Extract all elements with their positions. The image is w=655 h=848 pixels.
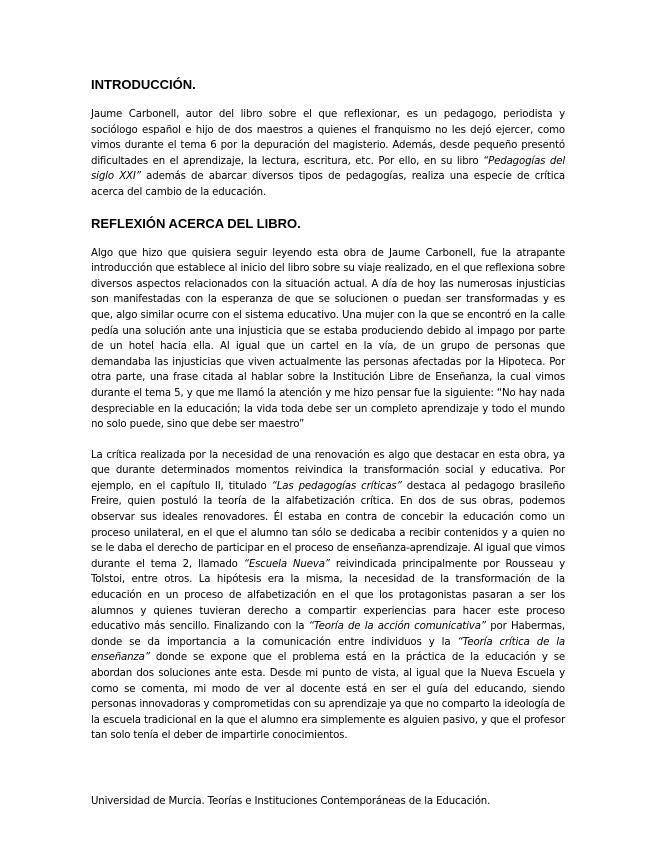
paragraph-text: destaca al pedagogo brasileño Freire, quien postuló la teoría de la alfabetización crítica. En dos de sus obras, podemos observar sus ideales renovadores. Él estaba en contra de concebir la educación como un proceso unilateral, en el que el alumno tan sólo se dedicaba a recibir contenidos y a quien no se le daba el derecho de participar en el proceso de enseñanza-aprendizaje. Al igual que vimos durante el tema 2, llamado xyxy=(91,480,565,570)
italic-title-text: “Teoría de la acción comunicativa” xyxy=(308,621,486,633)
italic-title-text: “Las pedagogías críticas” xyxy=(271,480,402,492)
reflexion-paragraph-1 xyxy=(91,246,565,433)
italic-title-text: “Pedagogías del siglo XXI” xyxy=(91,155,566,183)
paragraph-text: además de abarcar diversos tipos de pedagogías, realiza una especie de crítica acerca del cambio de la educación. xyxy=(91,171,565,198)
paragraph-text: La crítica realizada por la necesidad de una renovación es algo que destacar en esta obra, ya que durante determinados momentos reivindica la transformación social y educativa. Por ejemplo, en el capítulo II, titulado xyxy=(91,449,565,492)
paragraph-text: donde se expone que el problema está en la práctica de la educación y se abordan dos soluciones ante esta. Desde mi punto de vista, al igual que la Nueva Escuela y como se comenta, mi modo de ver al docente está en ser el guía del educando, siendo personas innovadoras y comprometidas con su aprendizaje ya que no comparto la ideología de la escuela tradicional en la que el alumno era simplemente es alguien pasivo, y que el profesor tan solo tenía el deber de impartirle conocimientos. xyxy=(91,652,565,742)
italic-title-text: “Escuela Nueva” xyxy=(243,558,330,570)
section-heading-introduccion: INTRODUCCIÓN. xyxy=(91,77,196,92)
paragraph-text: Algo que hizo que quisiera seguir leyendo esta obra de Jaume Carbonell, fue la atrapante introducción que establece al inicio del libro sobre su viaje realizado, en el que reflexiona sobre diversos aspectos relacionados con la situación actual. A día de hoy las numerosas injusticias son manifestadas con la esperanza de que se solucionen o puedan ser transformadas y es que, algo similar ocurre con el sistema educativo. Una mujer con la que se encontró en la calle pedía una solución ante una injusticia que se estaba produciendo debido al impago por parte de un hotel hacia ella. Al igual que un cartel en la vía, de un grupo de personas que demandaba las injusticias que viven actualmente las personas afectadas por la Hipoteca. Por otra parte, una frase citada al hablar sobre la Institución Libre de Enseñanza, la cual vimos durante el tema 5, y que me llamó la atención y me hizo pensar fue la siguiente: “No hay nada despreciable en la educación; la vida toda debe ser un completo aprendizaje y todo el mundo no solo puede, sino que debe ser maestro” xyxy=(91,247,565,431)
paragraph-text: por Habermas, donde se da importancia a la comunicación entre individuos y la xyxy=(91,621,565,648)
paragraph-text: reivindicada principalmente por Rousseau y Tolstoi, entre otros. La hipótesis era la misma, la necesidad de la transformación de la educación en un proceso de alfabetización en el que los protagonistas pasaran a ser los alumnos y quienes tuvieran derecho a compartir experiencias para hacer este proceso educativo más sencillo. Finalizando con la xyxy=(91,558,566,633)
paragraph-text: Jaume Carbonell, autor del libro sobre el que reflexionar, es un pedagogo, periodista y sociólogo español e hijo de dos maestros a quienes el franquismo no les dejó ejercer, como vimos durante el tema 6 por la depuración del magisterio. Además, desde pequeño presentó dificultades en el aprendizaje, la lectura, escritura, etc. Por ello, en su libro xyxy=(91,109,565,167)
reflexion-paragraph-2 xyxy=(91,448,565,744)
section-heading-reflexion: REFLEXIÓN ACERCA DEL LIBRO. xyxy=(91,215,301,231)
page-footer: Universidad de Murcia. Teorías e Instituciones Contemporáneas de la Educación. xyxy=(91,796,491,807)
intro-paragraph xyxy=(91,107,565,201)
document-body xyxy=(91,76,565,744)
italic-title-text: “Teoría crítica de la enseñanza” xyxy=(91,636,565,664)
